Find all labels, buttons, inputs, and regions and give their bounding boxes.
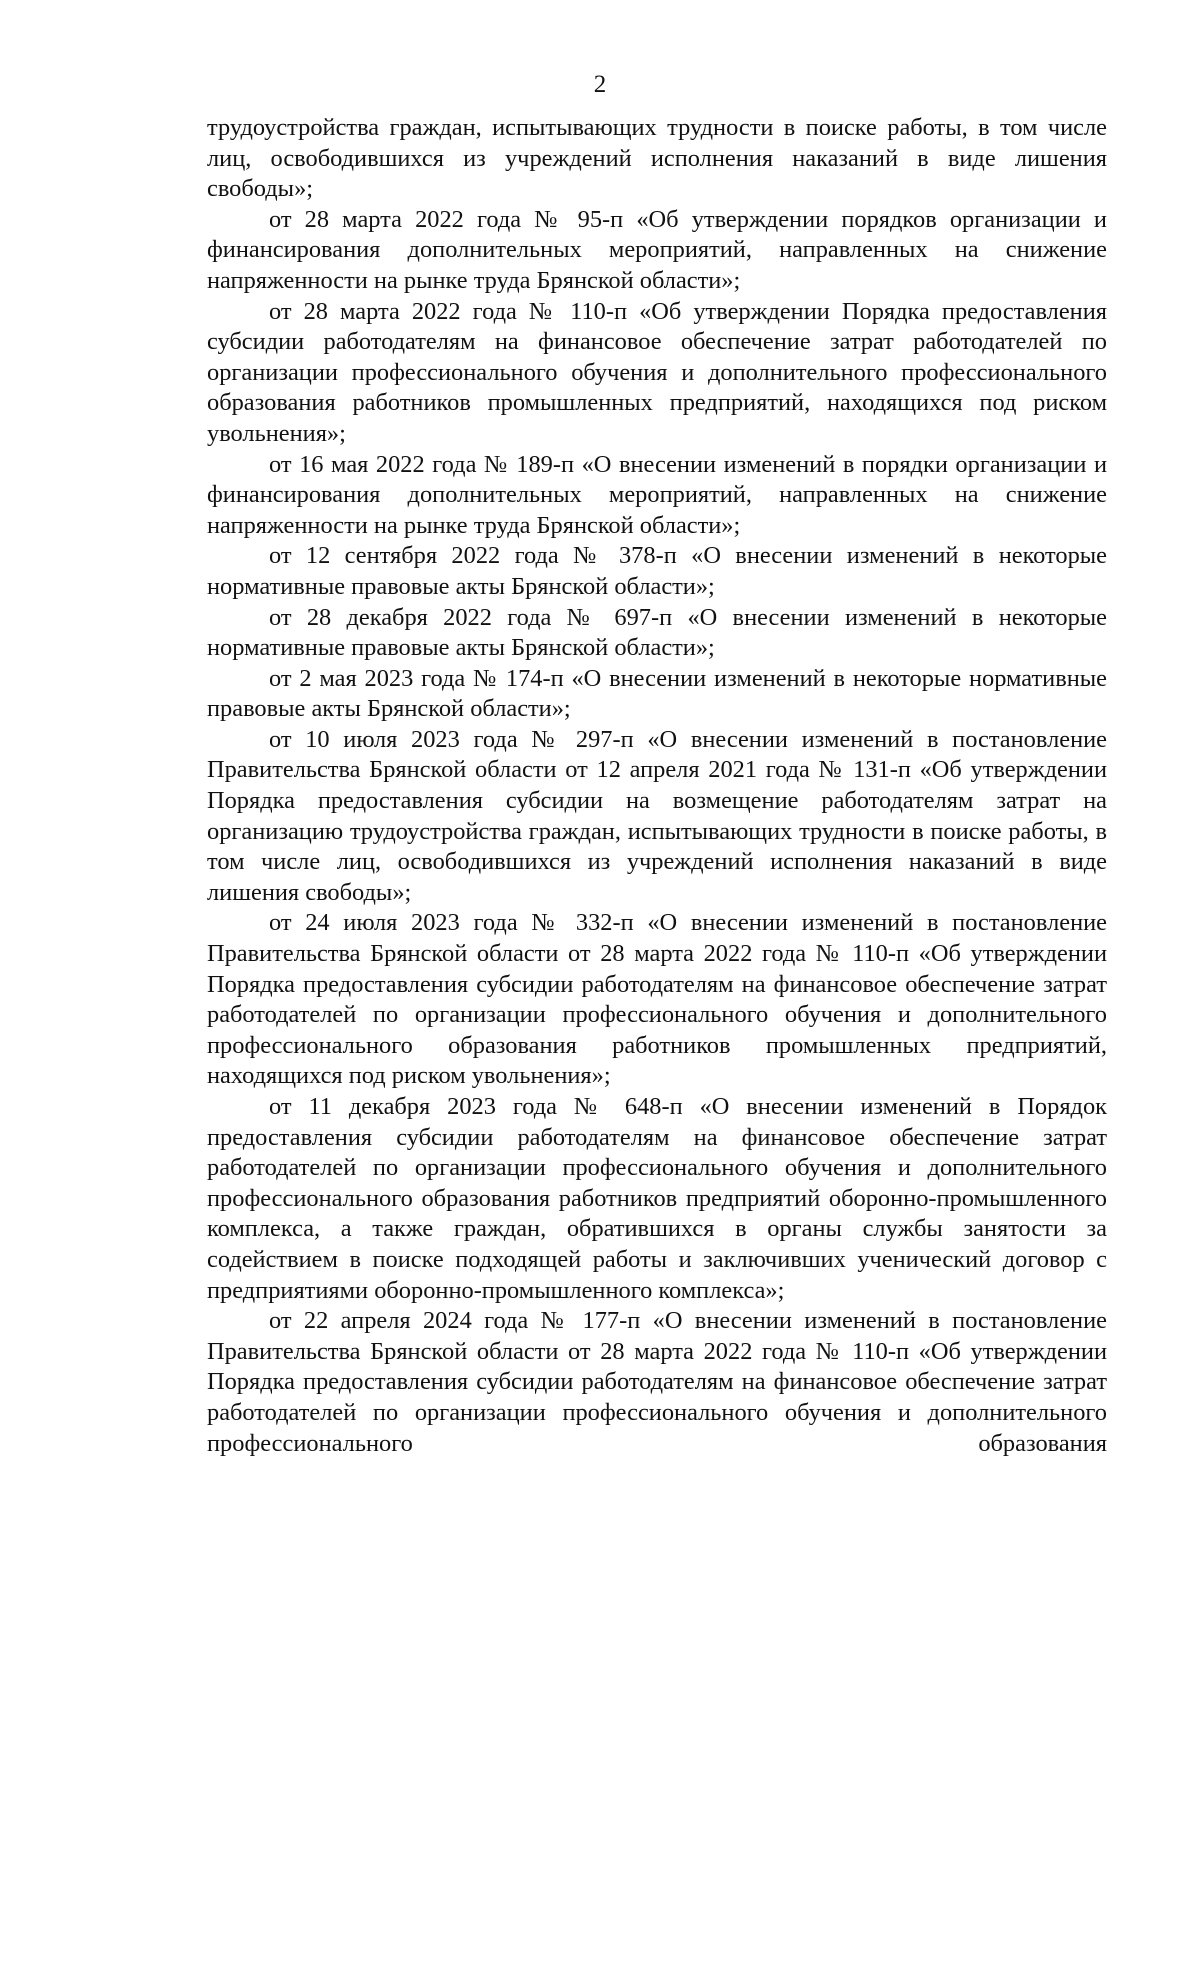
paragraph-resolution-189p: от 16 мая 2022 года № 189-п «О внесении изменений в порядки организации и финансирования дополнительных мероприятий, направленных на снижение напряженности на рынке труда Брянской области»;: [207, 450, 1107, 539]
paragraph-resolution-174p: от 2 мая 2023 года № 174-п «О внесении изменений в некоторые нормативные правовые акты Брянской области»;: [207, 664, 1107, 723]
paragraph-resolution-332p: от 24 июля 2023 года № 332-п «О внесении изменений в постановление Правительства Брянской области от 28 марта 2022 года № 110-п «Об утверждении Порядка предоставления субсидии работодателям на финансовое обеспечение затрат работодателей по организации профессионального обучения и дополнительного профессионального образования работников промышленных предприятий, находящихся под риском увольнения»;: [207, 909, 1107, 1090]
paragraph-resolution-648p: от 11 декабря 2023 года № 648-п «О внесении изменений в Порядок предоставления субсидии работодателям на финансовое обеспечение затрат работодателей по организации профессионального обучения и дополнительного профессионального образования работников предприятий оборонно-промышленного комплекса, а также граждан, обратившихся в органы службы занятости за содействием в поиске подходящей работы и заключивших ученический договор с предприятиями оборонно-промышленного комплекса»;: [207, 1093, 1107, 1304]
page-number: 2: [593, 71, 607, 98]
document-body: [207, 113, 1107, 1459]
paragraph-resolution-297p: от 10 июля 2023 года № 297-п «О внесении изменений в постановление Правительства Брянской области от 12 апреля 2021 года № 131-п «Об утверждении Порядка предоставления субсидии на возмещение работодателям затрат на организацию трудоустройства граждан, испытывающих трудности в поиске работы, в том числе лиц, освободившихся из учреждений исполнения наказаний в виде лишения свободы»;: [207, 725, 1107, 906]
paragraph-resolution-95p: от 28 марта 2022 года № 95-п «Об утверждении порядков организации и финансирования дополнительных мероприятий, направленных на снижение напряженности на рынке труда Брянской области»;: [207, 205, 1107, 294]
paragraph-resolution-378p: от 12 сентября 2022 года № 378-п «О внесении изменений в некоторые нормативные правовые акты Брянской области»;: [207, 542, 1107, 600]
paragraph-resolution-110p: от 28 марта 2022 года № 110-п «Об утверждении Порядка предоставления субсидии работодателям на финансовое обеспечение затрат работодателей по организации профессионального обучения и дополнительного профессионального образования работников промышленных предприятий, находящихся под риском увольнения»;: [207, 297, 1107, 447]
paragraph-resolution-177p: от 22 апреля 2024 года № 177-п «О внесении изменений в постановление Правительства Брянской области от 28 марта 2022 года № 110-п «Об утверждении Порядка предоставления субсидии работодателям на финансовое обеспечение затрат работодателей по организации профессионального обучения и дополнительного профессионального образования: [207, 1307, 1107, 1457]
paragraph-resolution-697p: от 28 декабря 2022 года № 697-п «О внесении изменений в некоторые нормативные правовые акты Брянской области»;: [207, 603, 1107, 662]
paragraph-continuation: трудоустройства граждан, испытывающих трудности в поиске работы, в том числе лиц, освободившихся из учреждений исполнения наказаний в виде лишения свободы»;: [207, 114, 1107, 203]
